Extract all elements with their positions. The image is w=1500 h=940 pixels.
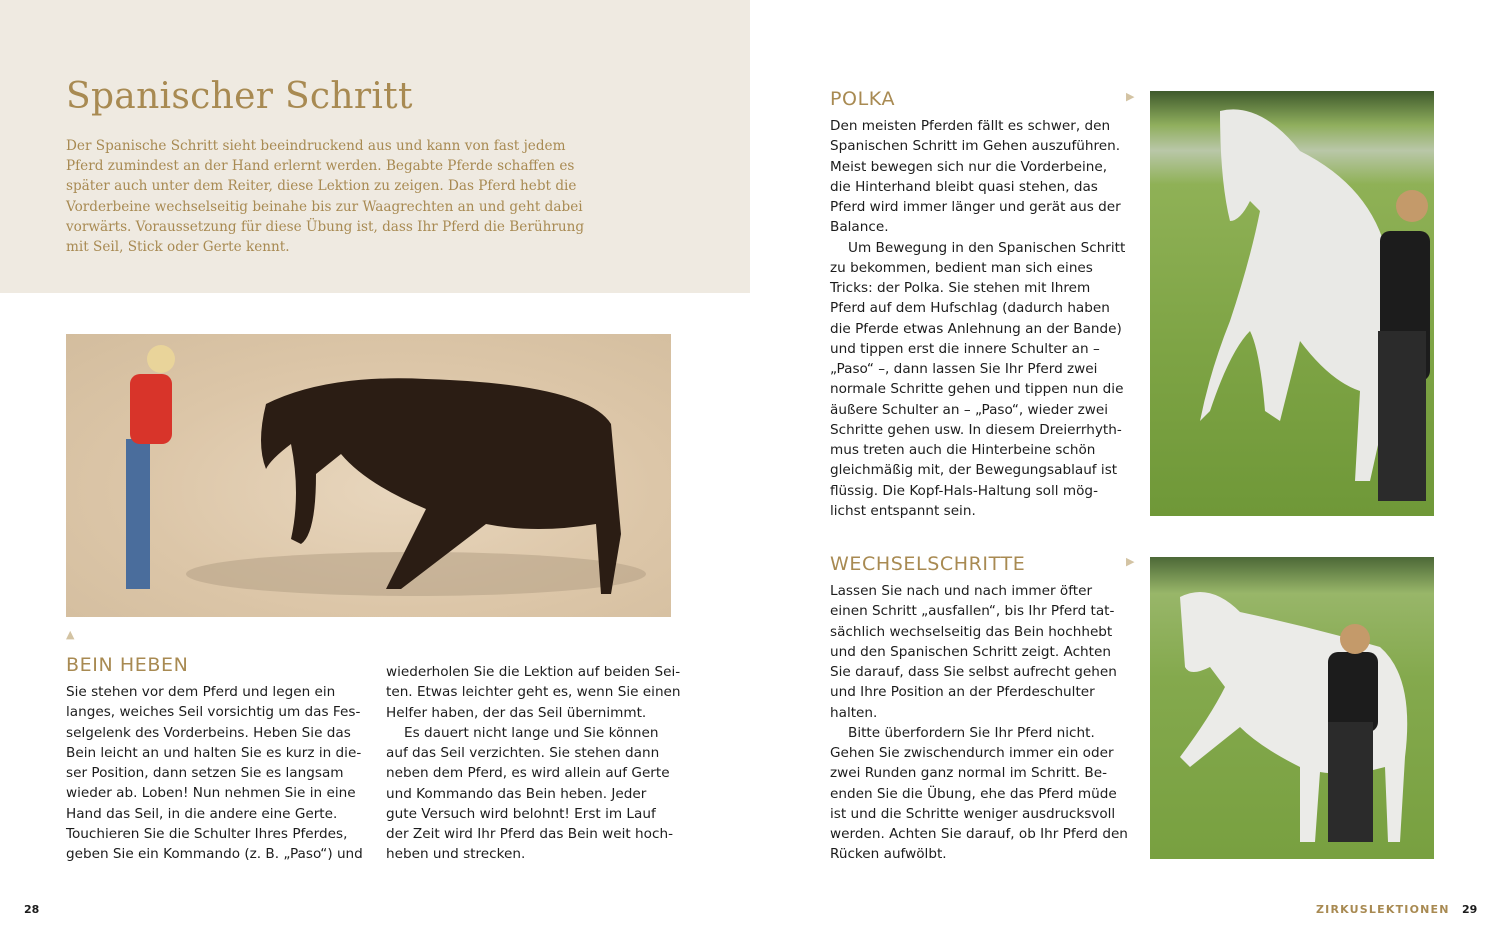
text-line: der Zeit wird Ihr Pferd das Bein weit hoch-: [386, 826, 673, 842]
intro-text: [66, 136, 584, 257]
text-line: Pferd wird immer länger und gerät aus der: [830, 199, 1121, 215]
text-line: und Kommando das Bein heben. Jeder: [386, 785, 647, 802]
text-line: gute Versuch wird belohnt! Erst im Lauf: [386, 805, 656, 822]
text-line: Pferd zumindest an der Hand erlernt werden. Begabte Pferde schaffen es: [66, 158, 575, 175]
text-line: einen Schritt „ausfallen“, bis Ihr Pferd tat-: [830, 603, 1115, 620]
text-line: geben Sie ein Kommando (z. B. „Paso“) und: [66, 846, 363, 862]
text-line: und tippen erst die innere Schulter an –: [830, 340, 1100, 357]
text-line: Bein leicht an und halten Sie es kurz in die-: [66, 744, 362, 761]
text-line: Gehen Sie zwischendurch immer ein oder: [830, 745, 1114, 761]
text-line: Pferd auf dem Hufschlag (dadurch haben: [830, 300, 1110, 317]
text-line: Es dauert nicht lange und Sie können: [404, 724, 659, 741]
text-line: Um Bewegung in den Spanischen Schritt: [848, 239, 1126, 256]
text-line: Spanischen Schritt im Gehen auszuführen.: [830, 138, 1121, 155]
photo-woman-with-dark-horse: [66, 334, 671, 617]
triangle-right-marker-icon: ▶: [1126, 90, 1135, 103]
text-line: vorwärts. Voraussetzung für diese Übung ist, dass Ihr Pferd die Berührung: [66, 218, 585, 235]
text-line: äußere Schulter an – „Paso“, wieder zwei: [830, 401, 1109, 418]
page-number-right: 29: [1462, 903, 1478, 916]
photo-illustration: [1150, 557, 1434, 859]
text-line: werden. Achten Sie darauf, ob Ihr Pferd den: [830, 826, 1128, 842]
text-line: mus treten auch die Hinterbeine schön: [830, 442, 1096, 458]
text-line: flüssig. Die Kopf-Hals-Haltung soll mög-: [830, 482, 1098, 499]
text-line: Balance.: [830, 219, 889, 236]
text-line: Touchieren Sie die Schulter Ihres Pferdes,: [66, 825, 348, 842]
photo-polka-white-horse: [1150, 91, 1434, 516]
text-line: die Hinterhand bleibt quasi stehen, das: [830, 178, 1098, 195]
heading-wechselschritte: WECHSELSCHRITTE: [830, 553, 1026, 575]
text-line: normale Schritte gehen und tippen nun die: [830, 381, 1124, 398]
photo-wechselschritte-white-horse: [1150, 557, 1434, 859]
text-line: neben dem Pferd, es wird allein auf Gerte: [386, 765, 670, 782]
page-title: Spanischer Schritt: [66, 76, 413, 117]
text-line: später auch unter dem Reiter, diese Lektion zu zeigen. Das Pferd hebt die: [66, 178, 577, 195]
text-line: Der Spanische Schritt sieht beeindruckend aus und kann von fast jedem: [66, 138, 566, 154]
page-number-left: 28: [24, 903, 40, 916]
text-line: lichst entspannt sein.: [830, 502, 976, 519]
text-line: gleichmäßig mit, der Bewegungsablauf ist: [830, 462, 1118, 479]
text-line: Schritte gehen usw. In diesem Dreierrhyth-: [830, 421, 1122, 438]
text-line: mit Seil, Stick oder Gerte kennt.: [66, 239, 290, 256]
heading-bein-heben: BEIN HEBEN: [66, 654, 189, 676]
text-line: ten. Etwas leichter geht es, wenn Sie einen: [386, 684, 681, 701]
wechselschritte-text: [830, 581, 1128, 865]
text-line: zwei Runden ganz normal im Schritt. Be-: [830, 765, 1108, 782]
text-line: heben und strecken.: [386, 846, 526, 863]
text-line: Rücken aufwölbt.: [830, 846, 947, 863]
text-line: ist und die Schritte weniger ausdrucksvoll: [830, 805, 1116, 822]
text-line: selgelenk des Vorderbeins. Heben Sie das: [66, 724, 351, 741]
text-line: Bitte überfordern Sie Ihr Pferd nicht.: [848, 724, 1095, 741]
text-line: Lassen Sie nach und nach immer öfter: [830, 583, 1093, 599]
text-line: sächlich wechselseitig das Bein hochhebt: [830, 623, 1113, 640]
heading-polka: POLKA: [830, 88, 896, 110]
text-line: enden Sie die Übung, ehe das Pferd müde: [830, 785, 1117, 802]
text-line: Sie stehen vor dem Pferd und legen ein: [66, 684, 336, 700]
photo-illustration: [66, 334, 671, 617]
triangle-up-marker-icon: ▲: [66, 628, 75, 641]
text-line: Tricks: der Polka. Sie stehen mit Ihrem: [830, 280, 1091, 296]
text-line: Den meisten Pferden fällt es schwer, den: [830, 118, 1111, 134]
text-line: „Paso“ –, dann lassen Sie Ihr Pferd zwei: [830, 361, 1098, 377]
polka-text: [830, 116, 1125, 521]
text-line: und Ihre Position an der Pferdeschulter: [830, 684, 1095, 701]
text-line: halten.: [830, 704, 878, 721]
bein-heben-column-1: [66, 682, 363, 864]
text-line: wieder ab. Loben! Nun nehmen Sie in eine: [66, 785, 356, 802]
text-line: ser Position, dann setzen Sie es langsam: [66, 765, 344, 781]
text-line: die Pferde etwas Anlehnung an der Bande): [830, 320, 1122, 337]
section-label: ZIRKUSLEKTIONEN: [1316, 903, 1450, 916]
text-line: und den Spanischen Schritt zeigt. Achten: [830, 643, 1111, 660]
text-line: langes, weiches Seil vorsichtig um das Fes-: [66, 704, 361, 721]
photo-illustration: [1150, 91, 1434, 516]
bein-heben-column-2: [386, 662, 681, 865]
triangle-right-marker-icon: ▶: [1126, 555, 1135, 568]
text-line: Hand das Seil, in die andere eine Gerte.: [66, 805, 338, 822]
text-line: zu bekommen, bedient man sich eines: [830, 259, 1093, 276]
text-line: Sie darauf, dass Sie selbst aufrecht gehen: [830, 664, 1117, 680]
text-line: Meist bewegen sich nur die Vorderbeine,: [830, 158, 1108, 175]
text-line: Helfer haben, der das Seil übernimmt.: [386, 704, 647, 721]
text-line: auf das Seil verzichten. Sie stehen dann: [386, 745, 660, 761]
text-line: wiederholen Sie die Lektion auf beiden Sei-: [386, 664, 681, 680]
text-line: Vorderbeine wechselseitig beinahe bis zur Waagrechten an und geht dabei: [66, 198, 583, 215]
